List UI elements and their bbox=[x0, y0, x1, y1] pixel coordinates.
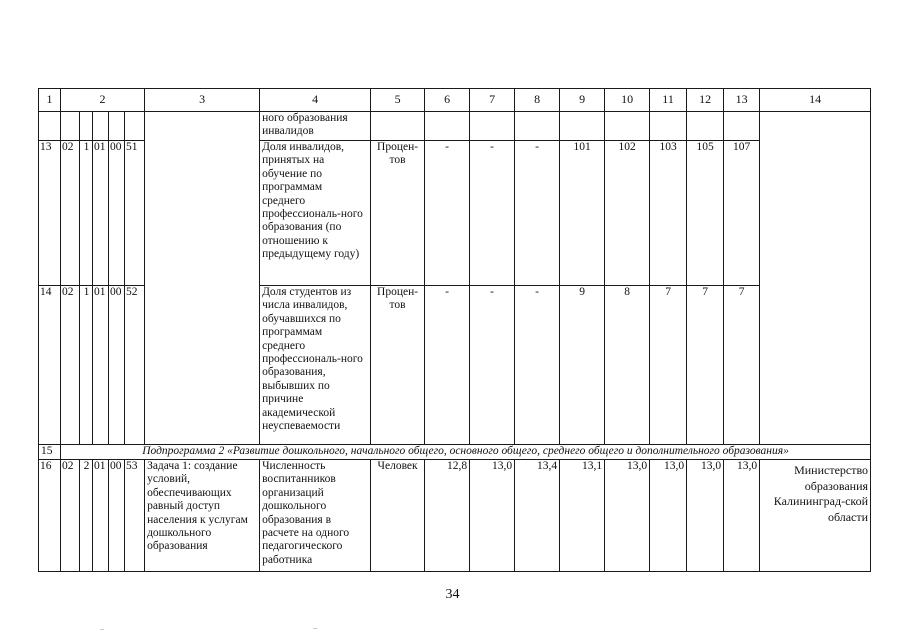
value-cell: 13,0 bbox=[470, 460, 515, 572]
header-col-9: 9 bbox=[560, 89, 605, 112]
row-number: 13 bbox=[39, 141, 61, 286]
indicator-cell: Доля инвалидов, принятых на обучение по программам среднего профессиональ-ного образования (по отношению к предыдущему году) bbox=[260, 141, 371, 286]
value-cell: 13,0 bbox=[724, 460, 760, 572]
value-cell: 7 bbox=[650, 286, 687, 445]
code-part: 01 bbox=[93, 141, 109, 286]
header-col-6: 6 bbox=[425, 89, 470, 112]
code-part: 02 bbox=[61, 141, 80, 286]
subprogram-title: Подпрограмма 2 «Развитие дошкольного, начального общего, основного общего, среднего общего и дополнительного образования» bbox=[61, 445, 871, 460]
value-cell: 107 bbox=[724, 141, 760, 286]
value-cell: 101 bbox=[560, 141, 605, 286]
value-cell: - bbox=[515, 286, 560, 445]
value-cell: 102 bbox=[605, 141, 650, 286]
code-part: 01 bbox=[93, 460, 109, 572]
row-number: 16 bbox=[39, 460, 61, 572]
value-cell: 7 bbox=[687, 286, 724, 445]
page-number: 34 bbox=[445, 587, 460, 602]
row-number: 15 bbox=[39, 445, 61, 460]
value-cell: 13,0 bbox=[687, 460, 724, 572]
code-part: 00 bbox=[109, 286, 125, 445]
value-cell: 105 bbox=[687, 141, 724, 286]
value-cell: 8 bbox=[605, 286, 650, 445]
task-cell: Задача 1: создание условий, обеспечивающих равный доступ населения к услугам дошкольного образования bbox=[145, 460, 260, 572]
value-cell: - bbox=[425, 286, 470, 445]
header-col-12: 12 bbox=[687, 89, 724, 112]
executor-cell-merged bbox=[760, 112, 871, 445]
table-row-continued bbox=[39, 112, 871, 141]
header-col-8: 8 bbox=[515, 89, 560, 112]
header-col-2: 2 bbox=[61, 89, 145, 112]
unit-cell: Процен-тов bbox=[371, 141, 425, 286]
code-part: 1 bbox=[80, 141, 93, 286]
code-part: 51 bbox=[125, 141, 145, 286]
value-cell: 7 bbox=[724, 286, 760, 445]
value-cell: 13,0 bbox=[605, 460, 650, 572]
value-cell: 12,8 bbox=[425, 460, 470, 572]
header-col-1: 1 bbox=[39, 89, 61, 112]
code-part: 00 bbox=[109, 141, 125, 286]
value-cell: 9 bbox=[560, 286, 605, 445]
scan-artifact bbox=[313, 628, 317, 629]
indicator-cell: ного образования инвалидов bbox=[260, 112, 371, 141]
header-col-10: 10 bbox=[605, 89, 650, 112]
code-part: 00 bbox=[109, 460, 125, 572]
value-cell: - bbox=[470, 141, 515, 286]
code-part: 52 bbox=[125, 286, 145, 445]
header-col-13: 13 bbox=[724, 89, 760, 112]
value-cell: 13,4 bbox=[515, 460, 560, 572]
code-part: 2 bbox=[80, 460, 93, 572]
value-cell: 13,0 bbox=[650, 460, 687, 572]
table-row-16 bbox=[39, 460, 871, 572]
header-col-11: 11 bbox=[650, 89, 687, 112]
code-part: 53 bbox=[125, 460, 145, 572]
value-cell: 103 bbox=[650, 141, 687, 286]
row-number: 14 bbox=[39, 286, 61, 445]
code-part: 02 bbox=[61, 460, 80, 572]
header-col-5: 5 bbox=[371, 89, 425, 112]
header-col-3: 3 bbox=[145, 89, 260, 112]
value-cell: - bbox=[425, 141, 470, 286]
value-cell: - bbox=[515, 141, 560, 286]
unit-cell: Человек bbox=[371, 460, 425, 572]
program-indicators-table bbox=[38, 88, 871, 572]
indicator-cell: Доля студентов из числа инвалидов, обучавшихся по программам среднего профессиональ-ного образования, выбывших по причине академической неуспеваемости bbox=[260, 286, 371, 445]
code-part: 1 bbox=[80, 286, 93, 445]
code-part: 02 bbox=[61, 286, 80, 445]
indicator-cell: Численность воспитанников организаций дошкольного образования в расчете на одного педагогического работника bbox=[260, 460, 371, 572]
header-col-7: 7 bbox=[470, 89, 515, 112]
executor-cell: Министерство образования Калининград-ской области bbox=[760, 460, 871, 572]
unit-cell: Процен-тов bbox=[371, 286, 425, 445]
scan-artifact bbox=[100, 629, 104, 630]
task-cell-merged bbox=[145, 112, 260, 445]
header-row bbox=[39, 89, 871, 112]
subprogram-row bbox=[39, 445, 871, 460]
header-col-4: 4 bbox=[260, 89, 371, 112]
header-col-14: 14 bbox=[760, 89, 871, 112]
value-cell: - bbox=[470, 286, 515, 445]
code-part: 01 bbox=[93, 286, 109, 445]
value-cell: 13,1 bbox=[560, 460, 605, 572]
